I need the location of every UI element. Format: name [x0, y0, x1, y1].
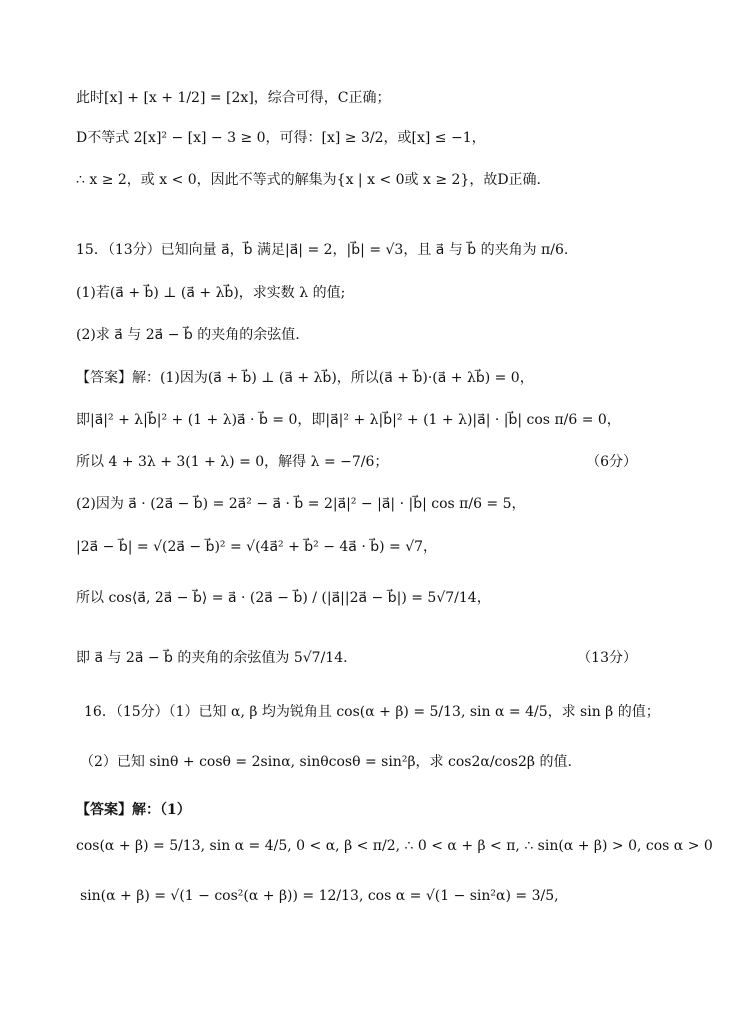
- line-text: |2a⃗ − b⃗| = √(2a⃗ − b⃗)² = √(4a⃗² + b⃗² − 4a⃗ · b⃗) = √7，: [76, 539, 438, 555]
- line-text: (1)若(a⃗ + b⃗) ⊥ (a⃗ + λb⃗)，求实数 λ 的值;: [76, 285, 346, 301]
- question-16-header: [84, 702, 707, 722]
- answer-16-line-1: [76, 836, 713, 856]
- line-text: D不等式 2[x]² − [x] − 3 ≥ 0，可得：[x] ≥ 3/2，或[x] ≤ −1，: [76, 130, 486, 146]
- score-label: （13分）: [577, 650, 637, 666]
- question-15-part-2: [76, 325, 707, 345]
- question-15-header: [76, 240, 707, 260]
- line-text: 所以 cos⟨a⃗, 2a⃗ − b⃗⟩ = a⃗ · (2a⃗ − b⃗) / (|a⃗||2a⃗ − b⃗|) = 5√7/14，: [76, 590, 491, 606]
- line-text: ∴ x ≥ 2，或 x < 0，因此不等式的解集为{x | x < 0或 x ≥ 2}，故D正确.: [76, 172, 541, 188]
- text-line-3: [76, 170, 707, 190]
- line-text: 16．（15分）（1）已知 α, β 均为锐角且 cos(α + β) = 5/13, sin α = 4/5，求 sin β 的值；: [84, 704, 660, 720]
- line-text: 【答案】解：（1）: [76, 802, 191, 818]
- answer-16-line-2: [80, 886, 707, 906]
- line-text: 即 a⃗ 与 2a⃗ − b⃗ 的夹角的余弦值为 5√7/14.: [76, 650, 348, 666]
- line-text: (2)求 a⃗ 与 2a⃗ − b⃗ 的夹角的余弦值.: [76, 327, 300, 343]
- line-text: 所以 4 + 3λ + 3(1 + λ) = 0，解得 λ = −7/6；: [76, 454, 389, 470]
- score-label: （6分）: [586, 454, 637, 470]
- answer-15-line-6: [76, 588, 707, 608]
- line-text: sin(α + β) = √(1 − cos²(α + β)) = 12/13, cos α = √(1 − sin²α) = 3/5,: [80, 888, 559, 904]
- answer-15-line-5: [76, 537, 707, 557]
- line-text: （2）已知 sinθ + cosθ = 2sinα, sinθcosθ = sin²β，求 cos2α/cos2β 的值.: [80, 754, 572, 770]
- answer-15-line-1: [76, 368, 707, 388]
- answer-15-line-2: [76, 410, 707, 430]
- line-text: 即|a⃗|² + λ|b⃗|² + (1 + λ)a⃗ · b⃗ = 0，即|a⃗|² + λ|b⃗|² + (1 + λ)|a⃗| · |b⃗| cos π/6 = 0，: [76, 412, 621, 428]
- answer-15-line-3: [76, 452, 707, 472]
- line-text: 【答案】解：(1)因为(a⃗ + b⃗) ⊥ (a⃗ + λb⃗)，所以(a⃗ + b⃗)·(a⃗ + λb⃗) = 0，: [76, 370, 534, 386]
- text-line-2: [76, 128, 707, 148]
- line-text: (2)因为 a⃗ · (2a⃗ − b⃗) = 2a⃗² − a⃗ · b⃗ = 2|a⃗|² − |a⃗| · |b⃗| cos π/6 = 5，: [76, 496, 526, 512]
- answer-15-line-4: [76, 494, 707, 514]
- text-line-1: [76, 88, 707, 108]
- line-text: 15．（13分）已知向量 a⃗，b⃗ 满足|a⃗| = 2，|b⃗| = √3，且 a⃗ 与 b⃗ 的夹角为 π/6.: [76, 242, 569, 258]
- answer-15-line-7: [76, 648, 707, 668]
- question-16-part-2: [80, 752, 707, 772]
- line-text: 此时[x] + [x + 1/2] = [2x]，综合可得，C正确；: [76, 90, 391, 106]
- line-text: cos(α + β) = 5/13, sin α = 4/5, 0 < α, β < π/2, ∴ 0 < α + β < π, ∴ sin(α + β) > 0, cos α > 0: [76, 838, 713, 854]
- answer-16-heading: [76, 800, 707, 820]
- question-15-part-1: [76, 283, 707, 303]
